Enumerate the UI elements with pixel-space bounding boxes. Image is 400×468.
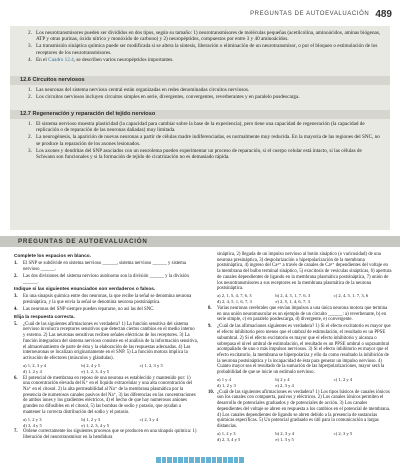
question-text: sináptica, 2) llegada de un impulso nervioso al botón sináptico (o varicosidad) de una neurona presináptica, 3) despolarización o hiperpolarización de la membrana postsináptica, 4) ingreso del Ca²⁺ a través de canales de Ca²⁺ dependientes del voltaje en la membrana del bulbo terminal sináptico, 5) exocitosis de vesículas sinápticas, 6) apertura de canales dependientes de ligando en la membrana plasmática postsináptica, 7) unión de los neurotransmisores a sus receptores en la membrana plasmática de la neurona postsináptica. <box>217 252 392 292</box>
quiz-question-continued <box>208 252 392 292</box>
answer-option: e) 1, 2, 3, 4 y 5 <box>81 368 110 374</box>
question-number: 7. <box>14 429 18 435</box>
summary-section-12-5 <box>10 28 390 64</box>
answer-option: e) 1, 3 y 5 <box>275 436 294 442</box>
summary-item: 1. Las neuronas del sistema nervioso central están organizadas en redes denominadas circuitos nerviosos. <box>28 87 250 93</box>
summary-item: 2. Los neurotransmisores pueden ser divididos en dos tipos, según su tamaño: 1) neurotransmisores de moléculas pequeñas (acetilcolina, aminoácidos, aminas biógenas, ATP y otras purinas, óxido nítrico y monóxido de carbono) y 2) neuropéptidos, compuestos por entre 3 y 40 aminoácidos. <box>28 30 381 43</box>
summary-item: 2. La neurogénesis, la aparición de nuevas neuronas a partir de células madre indiferenciadas, es normalmente muy reducida. En la mayoría de las regiones del SNC, no se produce la reparación de los axones lesionados. <box>28 134 380 147</box>
summary-list <box>10 119 390 161</box>
answer-option: a) 1, 2 y 3 <box>217 431 236 436</box>
self-assessment-title: PREGUNTAS DE AUTOEVALUACIÓN <box>18 238 148 245</box>
quiz-column-right <box>208 252 392 444</box>
question-text: ¿Cuál de las siguientes afirmaciones es verdadera? 1) La función sensitiva del sistema nervioso involucra receptores sensitivos que detectan ciertos cambios en el medio interno y externo. 2) Las neuronas sensitivas reciben señales eléctricas de los receptores. 3) La función integradora del sistema nervioso consiste en el análisis de la información sensitiva, el almacenamiento de parte de ésta y la elaboración de las respuestas adecuadas. 4) Las interneuronas se localizan originariamente en el SNP. 5) La función motora implica la activación de efectores (músculos y glándulas). <box>23 321 198 361</box>
answer-options <box>208 377 392 388</box>
question-text: Las neuronas del SNP siempre pueden repararse, no así las del SNC. <box>23 307 155 312</box>
answer-option: b) 2 y 4 <box>275 377 290 383</box>
answer-option: c) 1, 2 y 4 <box>333 377 353 383</box>
question-number: 6. <box>14 375 18 381</box>
question-text: Las dos divisiones del sistema nervioso autónomo son la división ______ y la división ______. <box>23 273 189 285</box>
question-number: 3. <box>14 294 18 300</box>
quiz-question <box>14 322 198 362</box>
quiz-column-left <box>14 252 198 442</box>
quiz-question <box>14 307 198 313</box>
quiz-question <box>14 261 198 272</box>
answer-option: d) 1, 2 y 3 <box>217 382 236 388</box>
answer-option: c) 2, 3 y 5 <box>333 431 353 436</box>
quiz-question <box>14 274 198 285</box>
question-text: En una sinapsis química entre dos neuronas, la que recibe la señal se denomina neurona presináptica, y la que envía la señal se denomina neurona postsináptica. <box>23 294 192 305</box>
answer-option: d) 2, 3, 4 y 5 <box>217 436 241 442</box>
answer-option: e) 2, 5, 1, 4, 6, 7, 3 <box>275 298 310 304</box>
quiz-question <box>208 390 392 430</box>
answer-options <box>14 417 198 428</box>
answer-option: b) 2, 4 y 5 <box>81 363 101 369</box>
answer-option: a) 1, 2, 3 y 4 <box>23 363 47 369</box>
question-text: El SNP se subdivide en sistema nervioso ______, sistema nervioso ______ y sistema nervioso ______. <box>23 261 187 272</box>
question-text: ¿Cuál de las afirmaciones siguientes es verdadera? 1) Si el efecto excitatorio es mayor que el efecto inhibitorio pero menos que el umbral de estimulación, el resultado es un PPSE subumbral. 2) Si el efecto excitatorio es mayor que el efecto inhibitorio y alcanza o sobrepasa el nivel umbral de estimulación, el resultado es un PPSE umbral o supraumbral acompañado de uno o más impulsos nerviosos. 3) Si el efecto inhibitorio es mayor que el efecto excitatorio, la membrana se hiperpolariza y ello da como resultado la inhibición de la neurona postsináptica y la incapacidad de ésta para generar un impulso nervioso. 4) Cuanto mayor sea el resultado de la sumación de las hiperpolarizaciones, mayor será la probabilidad de que se inicie un estímulo nervioso. <box>217 324 391 376</box>
quiz-question <box>208 324 392 375</box>
answer-option: d) 2, 4, 5, 1, 6, 7, 3 <box>217 298 252 304</box>
summary-item: 1. El sistema nervioso muestra plasticidad (la capacidad para cambiar sobre la base de la experiencia), pero tiene una capacidad de regeneración (la capacidad de replicación o de reparación de las neuronas dañadas) muy limitada. <box>28 121 365 134</box>
answer-option: d) 1, 2 y 4 <box>23 368 42 374</box>
summary-list <box>10 85 390 100</box>
summary-section-12-6 <box>10 76 390 101</box>
answer-option: a) 2, 1, 5, 4, 7, 6, 3 <box>217 293 252 299</box>
answer-option: c) 2, 3 y 4 <box>139 416 159 422</box>
summary-item: 4. En el Cuadro 12.4, se describen varios neuropéptidos importantes. <box>28 56 174 63</box>
answer-option: b) 1, 2 y 3 <box>81 416 101 422</box>
summary-section-heading: 12.7 Regeneración y reparación del tejido nervioso <box>10 110 390 119</box>
summary-list <box>10 28 390 63</box>
quiz-subheading: Elija la respuesta correcta. <box>14 314 75 320</box>
self-assessment-bar <box>0 236 400 247</box>
summary-item: 2. Los circuitos nerviosos incluyen circuitos simples en serie, divergentes, convergentes, reverberantes y en paralelo posdescarga. <box>28 94 300 100</box>
answer-options <box>14 363 198 374</box>
answer-option: c) 1, 2, 3 y 5 <box>139 363 163 369</box>
question-text: Varias neuronas cerebrales que envían impulsos a una única neurona motora que termina en una unión neuromuscular es un ejemplo de un circuito ______: a) reverberante, b) en serie simple, c) en paralelo posdescarga, d) divergente, e) convergente. <box>217 305 388 323</box>
running-head-title: PREGUNTAS DE AUTOEVALUACIÓN <box>250 11 370 17</box>
answer-options <box>208 431 392 442</box>
question-number: 8. <box>208 305 212 311</box>
question-number: 9. <box>208 324 212 330</box>
question-text: Ordene correctamente los siguientes procesos que se producen en una sinapsis química: 1) liberación del neurotransmisor en la hendidura <box>23 429 197 441</box>
quiz-question <box>14 429 198 440</box>
chapter-summary-box <box>10 26 390 230</box>
question-number: 10. <box>208 389 214 395</box>
question-number: 4. <box>14 307 18 312</box>
summary-item: 3. Los axones y dendritas del SNP asociados con un neurolema pueden experimentar un proceso de reparación, si el cuerpo celular está intacto, si las células de Schwann son funcionales y si la formación de tejido de cicatrización no es demasiado rápida. <box>28 147 362 161</box>
answer-option: d) 3, 4 y 5 <box>23 422 42 428</box>
question-number: 1. <box>14 261 18 266</box>
quiz-subheading: Complete los espacios en blanco. <box>14 254 92 259</box>
answer-option: a) 1, 2 y 3 <box>23 416 42 422</box>
answer-option: e) 2, 3 y 4 <box>275 382 294 388</box>
question-text: ¿Cuál de las siguientes afirmaciones es verdadera? 1) Los tipos básicos de canales iónicos son los canales con compuerta, pasivos y eléctricos. 2) Los canales iónicos permiten el desarrollo de potenciales graduados y de potenciales de acción. 3) Los canales dependientes del voltaje se abren en respuesta a los cambios en el potencial de membrana. 4) Los canales dependientes de ligando se abren debido a la presencia de sustancias químicas específicas. 5) Un potencial graduado es útil para la comunicación a largas distancias. <box>217 389 391 429</box>
running-head <box>250 6 392 22</box>
answer-options <box>208 293 392 304</box>
summary-section-12-7 <box>10 110 390 161</box>
page-number: 489 <box>375 8 392 20</box>
summary-item: 3. La transmisión sináptica química puede ser modificada si se altera la síntesis, liberación o eliminación de un neurotransmisor, o por el bloqueo o estimulación de los receptores de los neurotransmisores. <box>28 43 378 56</box>
quiz-question <box>14 376 198 416</box>
answer-option: b) 2, 4, 5, 1, 7, 6, 3 <box>275 293 311 299</box>
question-text: El potencial de membrana en reposo de una neurona es establecido y mantenido por: 1) una concentración elevada del K⁺ en el líquido extracelular y una alta concentración del Na⁺ en el citosol. 2) la alta permeabilidad al Na⁺ de la membrana plasmática por la presencia de numerosos canales pasivos del Na⁺, 3) las diferencias en las concentraciones de ambos iones y los gradientes eléctricos, 4) el hecho de que hay numerosos aniones grandes no difusibles en el citosol, 5) las bombas de sodio y potasio, que ayudan a mantener la correcta distribución del sodio y el potasio. <box>23 375 196 415</box>
answer-option: b) 2, 3 y 4 <box>275 431 295 436</box>
quiz-subheading: Indique si las siguientes enunciados son verdaderos o falsos. <box>14 287 156 293</box>
answer-option: c) 2, 4, 5, 1, 7, 3, 6 <box>333 293 369 299</box>
cross-reference-link[interactable]: Cuadro 12.4 <box>48 56 74 63</box>
question-number: 2. <box>14 273 18 279</box>
quiz-question <box>208 306 392 323</box>
footer-watermark <box>156 457 244 463</box>
answer-option: e) 1, 2, 3, 4 y 5 <box>81 422 110 428</box>
question-number: 5. <box>14 321 18 327</box>
answer-option: a) 1 y 4 <box>217 377 231 383</box>
quiz-question <box>14 294 198 305</box>
summary-section-heading: 12.6 Circuitos nerviosos <box>10 76 390 85</box>
